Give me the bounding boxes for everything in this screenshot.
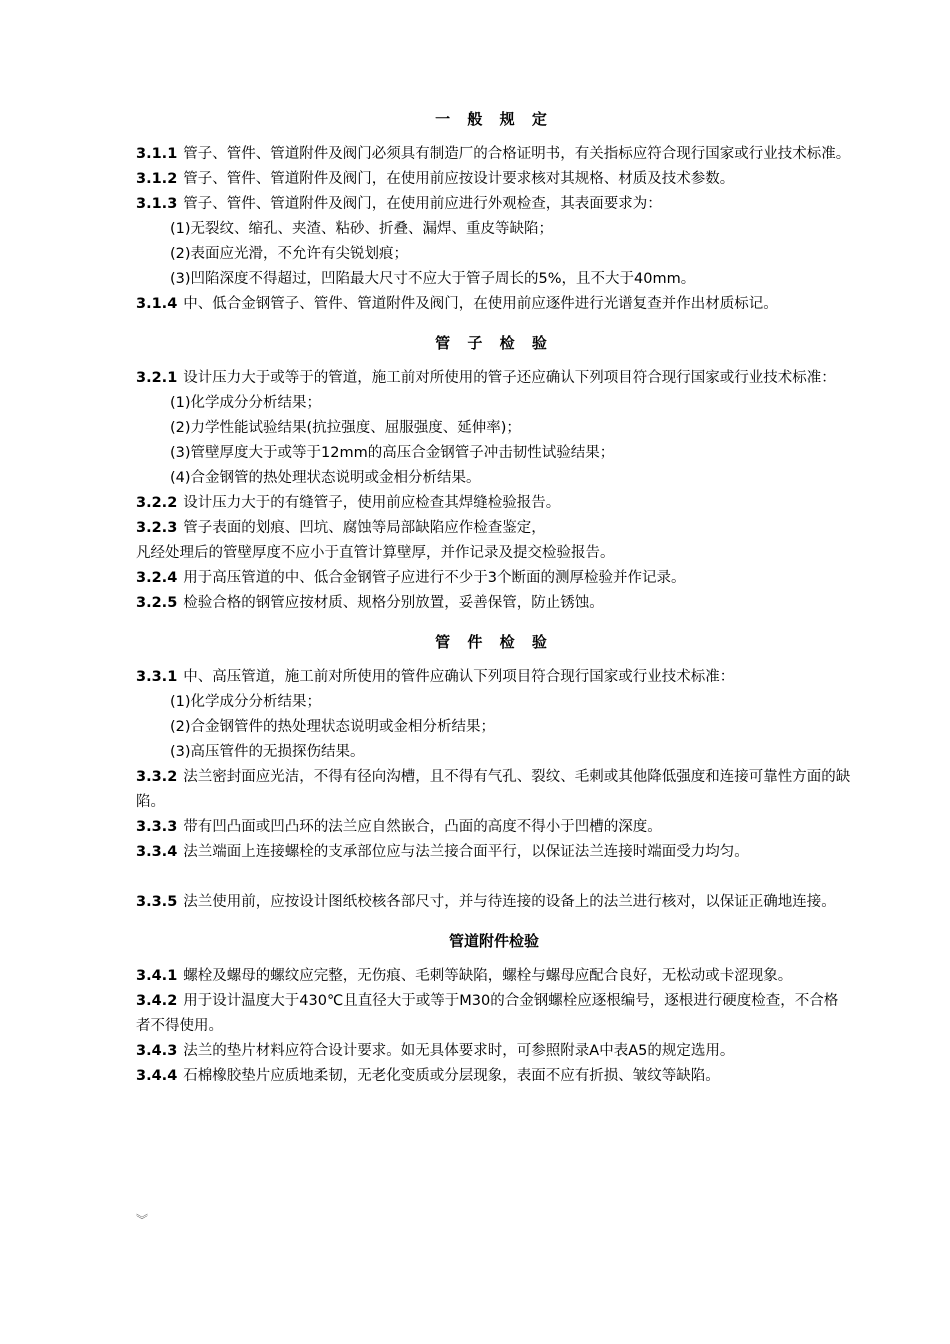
list-item: (2)合金钢管件的热处理状态说明或金相分析结果； bbox=[170, 719, 496, 735]
clause-3-1-4: 3.1.4 中、低合金钢管子、管件、管道附件及阀门，在使用前应逐件进行光谱复查并作出材质标记。 bbox=[136, 296, 778, 312]
list-item: (1)化学成分分析结果； bbox=[170, 694, 322, 710]
list-item: (4)合金钢管的热处理状态说明或金相分析结果。 bbox=[170, 470, 481, 486]
section-title-fitting-inspection: 管 件 检 验 bbox=[435, 633, 553, 651]
clause-3-2-2: 3.2.2 设计压力大于的有缝管子，使用前应检查其焊缝检验报告。 bbox=[136, 495, 561, 511]
clause-3-3-1: 3.3.1 中、高压管道，施工前对所使用的管件应确认下列项目符合现行国家或行业技术标准： bbox=[136, 669, 735, 685]
clause-3-2-5: 3.2.5 检验合格的钢管应按材质、规格分别放置，妥善保管，防止锈蚀。 bbox=[136, 595, 604, 611]
section-title-pipe-inspection: 管 子 检 验 bbox=[435, 334, 553, 352]
clause-3-4-3: 3.4.3 法兰的垫片材料应符合设计要求。如无具体要求时，可参照附录A中表A5的规定选用。 bbox=[136, 1043, 735, 1059]
clause-3-2-3: 3.2.3 管子表面的划痕、凹坑、腐蚀等局部缺陷应作检查鉴定， bbox=[136, 520, 546, 536]
clause-3-4-2: 3.4.2 用于设计温度大于430℃且直径大于或等于M30的合金钢螺栓应逐根编号，逐根进行硬度检查，不合格者不得使用。 bbox=[136, 993, 839, 1034]
list-item: (2)力学性能试验结果(抗拉强度、屈服强度、延伸率)； bbox=[170, 420, 521, 436]
clause-3-3-4: 3.3.4 法兰端面上连接螺栓的支承部位应与法兰接合面平行，以保证法兰连接时端面受力均匀。 bbox=[136, 844, 749, 860]
clause-3-4-1: 3.4.1 螺栓及螺母的螺纹应完整，无伤痕、毛刺等缺陷，螺栓与螺母应配合良好，无松动或卡涩现象。 bbox=[136, 968, 793, 984]
list-item: (3)高压管件的无损探伤结果。 bbox=[170, 744, 365, 760]
clause-3-4-4: 3.4.4 石棉橡胶垫片应质地柔韧，无老化变质或分层现象，表面不应有折损、皱纹等缺陷。 bbox=[136, 1068, 720, 1084]
section-title-accessory-inspection: 管道附件检验 bbox=[448, 932, 539, 950]
clause-3-2-3-continued: 凡经处理后的管壁厚度不应小于直管计算壁厚，并作记录及提交检验报告。 bbox=[136, 545, 615, 561]
clause-3-2-1: 3.2.1 设计压力大于或等于的管道，施工前对所使用的管子还应确认下列项目符合现行国家或行业技术标准： bbox=[136, 370, 836, 386]
clause-3-3-3: 3.3.3 带有凹凸面或凹凸环的法兰应自然嵌合，凸面的高度不得小于凹槽的深度。 bbox=[136, 819, 662, 835]
clause-3-1-1: 3.1.1 管子、管件、管道附件及阀门必须具有制造厂的合格证明书，有关指标应符合现行国家或行业技术标准。 bbox=[136, 146, 851, 162]
list-item: (3)管壁厚度大于或等于12mm的高压合金钢管子冲击韧性试验结果； bbox=[170, 445, 615, 461]
clause-3-1-2: 3.1.2 管子、管件、管道附件及阀门，在使用前应按设计要求核对其规格、材质及技术参数。 bbox=[136, 171, 735, 187]
list-item: (2)表面应光滑，不允许有尖锐划痕； bbox=[170, 246, 409, 262]
clause-3-3-5: 3.3.5 法兰使用前，应按设计图纸校核各部尺寸，并与待连接的设备上的法兰进行核对，以保证正确地连接。 bbox=[136, 894, 836, 910]
section-title-general: 一 般 规 定 bbox=[435, 110, 553, 128]
clause-3-3-2: 3.3.2 法兰密封面应光洁，不得有径向沟槽，且不得有气孔、裂纹、毛刺或其他降低强度和连接可靠性方面的缺陷。 bbox=[136, 769, 851, 810]
document-page bbox=[136, 106, 852, 1089]
list-item: (1)化学成分分析结果； bbox=[170, 395, 322, 411]
list-item: (1)无裂纹、缩孔、夹渣、粘砂、折叠、漏焊、重皮等缺陷； bbox=[170, 221, 554, 237]
clause-3-2-4: 3.2.4 用于高压管道的中、低合金钢管子应进行不少于3个断面的测厚检验并作记录。 bbox=[136, 570, 686, 586]
chevron-down-icon: ︾ bbox=[136, 1213, 149, 1227]
clause-3-1-3: 3.1.3 管子、管件、管道附件及阀门，在使用前应进行外观检查，其表面要求为： bbox=[136, 196, 662, 212]
list-item: (3)凹陷深度不得超过，凹陷最大尺寸不应大于管子周长的5%，且不大于40mm。 bbox=[170, 271, 696, 287]
